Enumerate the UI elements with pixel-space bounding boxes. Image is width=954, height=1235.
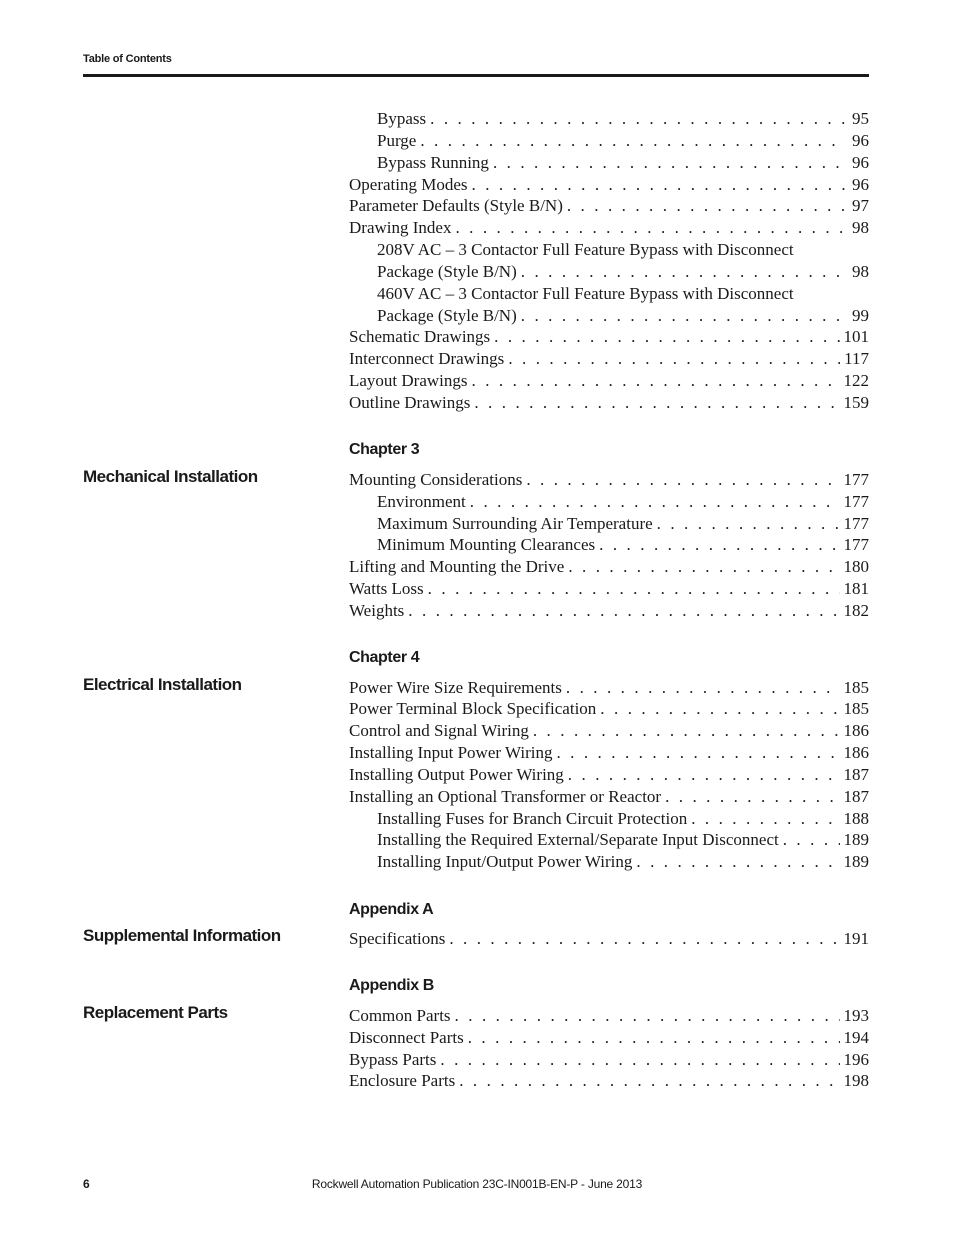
toc-entry-title: Operating Modes: [349, 175, 468, 194]
toc-entry-page: 96: [852, 131, 869, 150]
toc-entry-title: Watts Loss: [349, 579, 424, 598]
toc-entry-page: 187: [843, 765, 869, 784]
leader-dots: [449, 928, 839, 950]
toc-entry[interactable]: [349, 786, 869, 808]
toc-entry[interactable]: [377, 851, 869, 873]
toc-entry-title: Bypass Running: [377, 153, 489, 172]
publication-footer: Rockwell Automation Publication 23C-IN001B-EN-P - June 2013: [311, 1177, 643, 1191]
toc-entry-page: 99: [852, 306, 869, 325]
leader-dots: [526, 469, 839, 491]
leader-dots: [521, 305, 845, 327]
toc-entry-page: 186: [843, 721, 869, 740]
toc-entry-title: Disconnect Parts: [349, 1028, 464, 1047]
toc-entry-page: 101: [843, 327, 869, 346]
leader-dots: [408, 600, 839, 622]
toc-entry-title: Schematic Drawings: [349, 327, 491, 346]
toc-entry-page: 98: [852, 218, 869, 237]
toc-entry-page: 185: [843, 678, 869, 697]
toc-entry-title: Environment: [377, 492, 466, 511]
leader-dots: [455, 217, 845, 239]
leader-dots: [493, 152, 845, 174]
toc-entry-page: 98: [852, 262, 869, 281]
leader-dots: [470, 491, 840, 513]
toc-entry-page: 117: [844, 349, 869, 368]
toc-entry-title: Control and Signal Wiring: [349, 721, 529, 740]
toc-entry-page: 97: [852, 196, 869, 215]
toc-entry-title: Weights: [349, 601, 405, 620]
toc-entry[interactable]: [377, 534, 869, 556]
toc-entry-title: Installing the Required External/Separate Input Disconnect: [377, 830, 779, 849]
toc-entry-page: 177: [843, 492, 869, 511]
toc-entry-title: Package (Style B/N): [377, 262, 517, 281]
toc-entry-title: Drawing Index: [349, 218, 452, 237]
toc-entry-title: Bypass: [377, 109, 427, 128]
toc-entry-title: Power Terminal Block Specification: [349, 699, 597, 718]
toc-entry[interactable]: [349, 764, 869, 786]
toc-entry-page: 189: [843, 830, 869, 849]
leader-dots: [533, 720, 840, 742]
leader-dots: [428, 578, 840, 600]
toc-entry-wrapped-line[interactable]: 208V AC – 3 Contactor Full Feature Bypass with Disconnect: [377, 240, 794, 259]
toc-entry[interactable]: [349, 1005, 869, 1027]
toc-entry-title: Common Parts: [349, 1006, 451, 1025]
toc-entry-page: 181: [843, 579, 869, 598]
toc-entry-title: Specifications: [349, 929, 446, 948]
toc-entry-page: 185: [843, 699, 869, 718]
toc-entry-page: 182: [843, 601, 869, 620]
toc-entry-page: 193: [843, 1006, 869, 1025]
toc-entry[interactable]: [349, 928, 869, 950]
toc-entry[interactable]: [349, 556, 869, 578]
toc-entry[interactable]: [377, 808, 869, 830]
leader-dots: [600, 698, 839, 720]
toc-entry[interactable]: [349, 677, 869, 699]
toc-entry-page: 189: [843, 852, 869, 871]
toc-entry-title: Installing Fuses for Branch Circuit Protection: [377, 809, 688, 828]
toc-entry[interactable]: [349, 742, 869, 764]
leader-dots: [556, 742, 839, 764]
toc-entry-page: 191: [843, 929, 869, 948]
toc-entry-title: Installing Input/Output Power Wiring: [377, 852, 633, 871]
leader-dots: [665, 786, 839, 808]
appendix-label: Appendix A: [349, 901, 434, 918]
toc-entry-wrapped-line[interactable]: 460V AC – 3 Contactor Full Feature Bypass with Disconnect: [377, 284, 794, 303]
toc-entry[interactable]: [349, 217, 869, 239]
toc-entry[interactable]: [349, 1027, 869, 1049]
toc-entry-page: 177: [843, 535, 869, 554]
toc-entry[interactable]: [349, 698, 869, 720]
toc-entry[interactable]: [377, 152, 869, 174]
toc-entry-title: Bypass Parts: [349, 1050, 437, 1069]
toc-entry-page: 187: [843, 787, 869, 806]
toc-entry[interactable]: [349, 370, 869, 392]
chapter-label: Chapter 4: [349, 649, 420, 666]
running-header: Table of Contents: [83, 53, 172, 65]
leader-dots: [783, 829, 840, 851]
leader-dots: [472, 174, 845, 196]
chapter-label: Chapter 3: [349, 441, 420, 458]
toc-entry[interactable]: [349, 578, 869, 600]
header-divider: [83, 74, 869, 77]
toc-entry-page: 95: [852, 109, 869, 128]
toc-entry-title: Power Wire Size Requirements: [349, 678, 562, 697]
toc-entry-title: Parameter Defaults (Style B/N): [349, 196, 563, 215]
toc-entry[interactable]: [349, 392, 869, 414]
leader-dots: [566, 677, 840, 699]
toc-entry-page: 196: [843, 1050, 869, 1069]
toc-entry-page: 159: [843, 393, 869, 412]
toc-entry-page: 180: [843, 557, 869, 576]
toc-entry[interactable]: [377, 108, 869, 130]
toc-entry[interactable]: [349, 174, 869, 196]
toc-entry-page: 96: [852, 175, 869, 194]
toc-entry-page: 194: [843, 1028, 869, 1047]
toc-entry[interactable]: [377, 261, 869, 283]
toc-entry[interactable]: [349, 469, 869, 491]
toc-entry[interactable]: [349, 600, 869, 622]
section-title[interactable]: Mechanical Installation: [83, 467, 258, 486]
leader-dots: [568, 556, 839, 578]
toc-entry-title: Maximum Surrounding Air Temperature: [377, 514, 653, 533]
toc-entry[interactable]: [349, 1070, 869, 1092]
toc-entry[interactable]: [349, 195, 869, 217]
leader-dots: [459, 1070, 839, 1092]
toc-entry-page: 96: [852, 153, 869, 172]
section-title[interactable]: Supplemental Information: [83, 926, 281, 945]
leader-dots: [494, 326, 839, 348]
toc-entry-title: Minimum Mounting Clearances: [377, 535, 596, 554]
toc-entry-title: Lifting and Mounting the Drive: [349, 557, 565, 576]
leader-dots: [657, 513, 840, 535]
toc-entry[interactable]: [377, 491, 869, 513]
toc-entry-title: Mounting Considerations: [349, 470, 523, 489]
toc-entry[interactable]: [349, 1049, 869, 1071]
toc-entry-page: 122: [843, 371, 869, 390]
toc-entry-title: Purge: [377, 131, 417, 150]
leader-dots: [455, 1005, 840, 1027]
leader-dots: [521, 261, 845, 283]
toc-entry-page: 198: [843, 1071, 869, 1090]
leader-dots: [567, 195, 845, 217]
leader-dots: [474, 392, 839, 414]
toc-entry-title: Installing Output Power Wiring: [349, 765, 564, 784]
toc-entry[interactable]: [377, 305, 869, 327]
toc-entry-title: Outline Drawings: [349, 393, 471, 412]
toc-entry[interactable]: [349, 348, 869, 370]
toc-entry-title: Layout Drawings: [349, 371, 468, 390]
toc-entry-title: Installing Input Power Wiring: [349, 743, 553, 762]
toc-entry-title: Enclosure Parts: [349, 1071, 456, 1090]
toc-entry-title: Package (Style B/N): [377, 306, 517, 325]
page-number: 6: [83, 1177, 90, 1191]
appendix-label: Appendix B: [349, 977, 434, 994]
toc-entry-page: 188: [843, 809, 869, 828]
toc-entry[interactable]: [349, 326, 869, 348]
toc-entry[interactable]: [377, 829, 869, 851]
toc-entry[interactable]: [377, 130, 869, 152]
leader-dots: [420, 130, 845, 152]
section-title[interactable]: Electrical Installation: [83, 675, 242, 694]
toc-entry-page: 186: [843, 743, 869, 762]
leader-dots: [508, 348, 840, 370]
toc-entry-title: Interconnect Drawings: [349, 349, 505, 368]
leader-dots: [636, 851, 839, 873]
toc-entry-page: 177: [843, 514, 869, 533]
toc-entry[interactable]: [349, 720, 869, 742]
leader-dots: [468, 1027, 840, 1049]
leader-dots: [472, 370, 840, 392]
toc-entry[interactable]: [377, 513, 869, 535]
leader-dots: [568, 764, 840, 786]
leader-dots: [691, 808, 839, 830]
section-title[interactable]: Replacement Parts: [83, 1003, 228, 1022]
leader-dots: [599, 534, 839, 556]
toc-entry-page: 177: [843, 470, 869, 489]
leader-dots: [430, 108, 845, 130]
toc-entry-title: Installing an Optional Transformer or Reactor: [349, 787, 662, 806]
leader-dots: [440, 1049, 839, 1071]
